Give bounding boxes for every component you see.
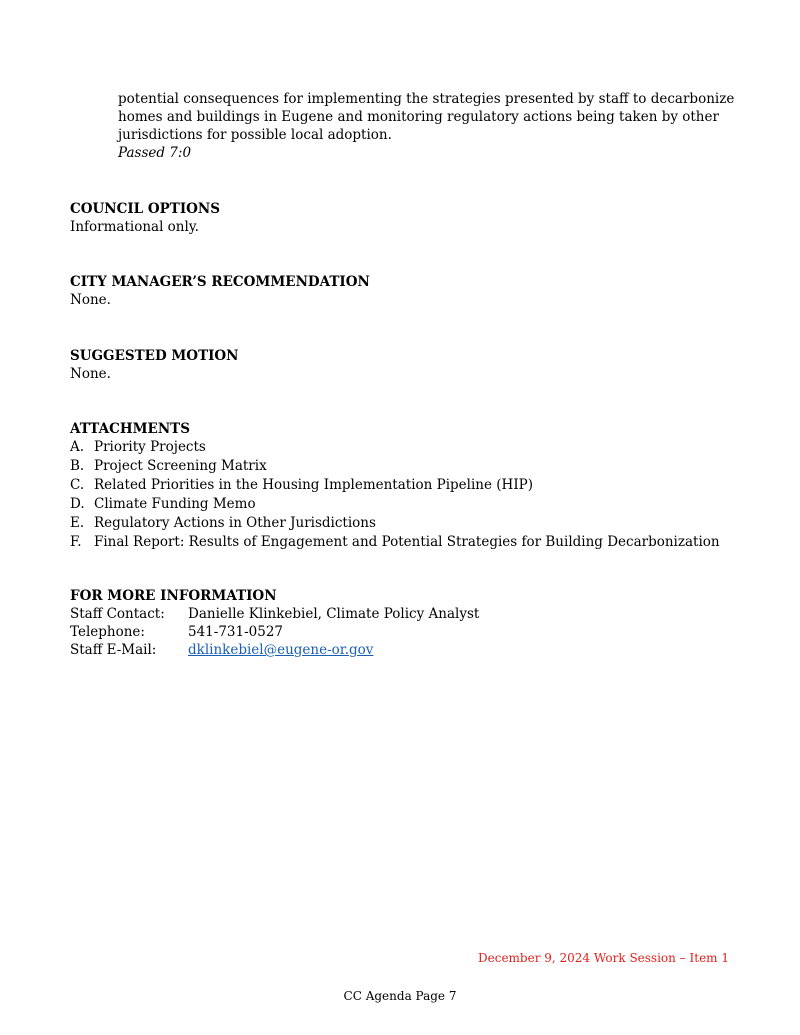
recommendation-heading: CITY MANAGER’S RECOMMENDATION	[70, 274, 370, 290]
attachment-title: Related Priorities in the Housing Implementation Pipeline (HIP)	[94, 477, 534, 493]
attachment-item	[70, 533, 750, 552]
attachment-letter: D.	[70, 496, 85, 512]
vote-result: Passed 7:0	[118, 145, 192, 161]
suggested-motion-section	[70, 347, 750, 383]
email-row	[70, 641, 750, 659]
page-number: CC Agenda Page 7	[343, 989, 457, 1003]
attachment-title: Climate Funding Memo	[94, 496, 256, 512]
attachments-list	[70, 438, 750, 552]
attachment-title: Project Screening Matrix	[94, 458, 267, 474]
attachment-letter: C.	[70, 477, 85, 493]
attachment-letter: E.	[70, 515, 85, 531]
email-label: Staff E-Mail:	[70, 642, 157, 658]
intro-line-3: jurisdictions for possible local adoption.	[118, 127, 392, 143]
council-options-text: Informational only.	[70, 219, 199, 235]
attachments-section	[70, 420, 750, 552]
intro-line-2: homes and buildings in Eugene and monitoring regulatory actions being taken by other	[118, 109, 719, 125]
more-info-heading: FOR MORE INFORMATION	[70, 588, 277, 604]
telephone-row	[70, 623, 750, 641]
recommendation-section	[70, 273, 750, 309]
staff-contact-row	[70, 605, 750, 623]
attachment-item	[70, 476, 750, 495]
telephone-value: 541-731-0527	[188, 624, 284, 640]
attachment-title: Final Report: Results of Engagement and Potential Strategies for Building Decarbonization	[94, 534, 720, 550]
more-info-section	[70, 587, 750, 659]
attachment-item	[70, 495, 750, 514]
attachment-item	[70, 514, 750, 533]
attachment-letter: B.	[70, 458, 85, 474]
motion-continuation	[118, 90, 738, 162]
council-options-section	[70, 200, 750, 236]
council-options-heading: COUNCIL OPTIONS	[70, 201, 220, 217]
attachment-item	[70, 457, 750, 476]
suggested-motion-text: None.	[70, 366, 111, 382]
intro-line-1: potential consequences for implementing the strategies presented by staff to decarbonize	[118, 91, 735, 107]
attachment-letter: A.	[70, 439, 85, 455]
staff-contact-label: Staff Contact:	[70, 606, 165, 622]
recommendation-text: None.	[70, 292, 111, 308]
attachment-title: Regulatory Actions in Other Jurisdictions	[94, 515, 376, 531]
attachment-item	[70, 438, 750, 457]
staff-contact-value: Danielle Klinkebiel, Climate Policy Analyst	[188, 606, 480, 622]
suggested-motion-heading: SUGGESTED MOTION	[70, 348, 239, 364]
attachments-heading: ATTACHMENTS	[70, 421, 190, 437]
attachment-title: Priority Projects	[94, 439, 206, 455]
telephone-label: Telephone:	[70, 624, 145, 640]
attachment-letter: F.	[70, 534, 82, 550]
staff-email-link[interactable]: dklinkebiel@eugene-or.gov	[188, 642, 374, 658]
work-session-footer: December 9, 2024 Work Session – Item 1	[478, 951, 729, 965]
